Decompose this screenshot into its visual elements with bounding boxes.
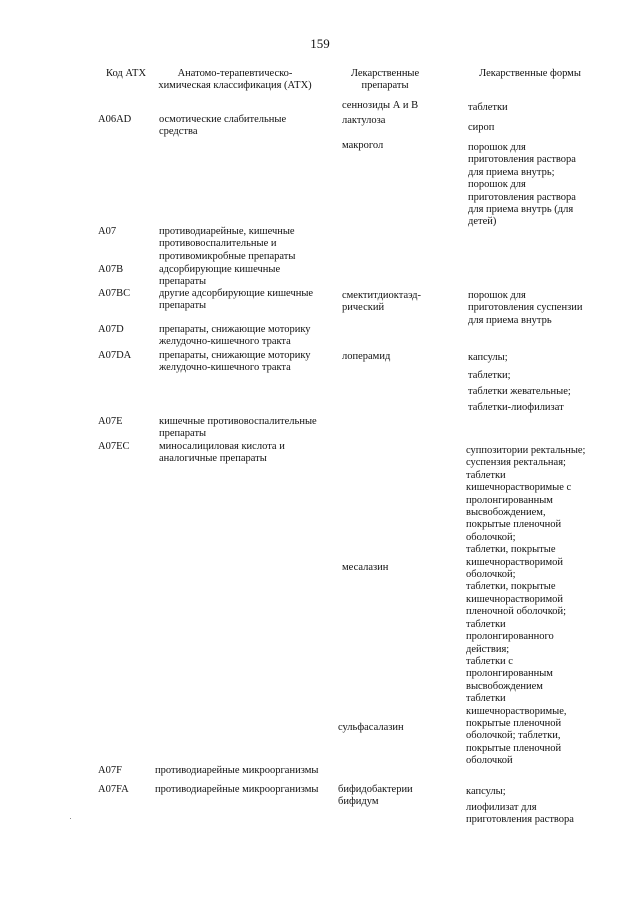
class-a07ec: миносалициловая кислота и аналогичные препараты bbox=[159, 441, 285, 465]
drug-macrogol: макрогол bbox=[342, 140, 384, 151]
code-a07d: A07D bbox=[98, 324, 124, 335]
form-smectite-powder: порошок для приготовления суспензии для приема внутрь bbox=[468, 290, 583, 326]
form-lop-tablets: таблетки; bbox=[468, 370, 511, 381]
class-a07: противодиарейные, кишечные противовоспалительные и противомикробные препараты bbox=[159, 226, 296, 262]
class-a07b: адсорбирующие кишечные препараты bbox=[159, 264, 281, 288]
code-a06ad: A06AD bbox=[98, 114, 132, 125]
class-a07da: препараты, снижающие моторику желудочно-кишечного тракта bbox=[159, 350, 311, 374]
class-a07d: препараты, снижающие моторику желудочно-кишечного тракта bbox=[159, 324, 311, 348]
form-lop-chewable: таблетки жевательные; bbox=[468, 386, 571, 397]
form-bif-capsules: капсулы; bbox=[466, 786, 506, 797]
class-a07e: кишечные противовоспалительные препараты bbox=[159, 416, 317, 440]
code-a07f: A07F bbox=[98, 765, 122, 776]
drug-sulfasalazine: сульфасалазин bbox=[338, 722, 404, 733]
form-macrogol-powder: порошок для приготовления раствора для приема внутрь; порошок для приготовления раствора для приема внутрь (для детей) bbox=[468, 142, 576, 228]
header-code: Код АТХ bbox=[105, 68, 147, 79]
header-forms: Лекарственные формы bbox=[479, 68, 581, 79]
code-a07ec: A07EC bbox=[98, 441, 130, 452]
scan-speck bbox=[70, 818, 71, 819]
page-number: 159 bbox=[310, 36, 330, 51]
drug-sennosides: сеннозиды А и В bbox=[342, 100, 419, 111]
class-a06ad: осмотические слабительные средства bbox=[159, 114, 287, 138]
drug-mesalazine: месалазин bbox=[342, 562, 389, 573]
drug-loperamide: лоперамид bbox=[342, 351, 391, 362]
class-a07f: противодиарейные микроорганизмы bbox=[155, 765, 319, 776]
drug-smectite: смектитдиоктаэд- рический bbox=[342, 290, 421, 314]
form-mesalazine: суппозитории ректальные; суспензия ректальная; таблетки кишечнорастворимые с пролонгированным высвобождением, покрытые пленочной оболочкой; таблетки, покрытые кишечнорастворимой оболочкой; таблетки, покрытые кишечнорастворимой пленочной оболочкой; таблетки пролонгированного действия; таблетки с пролонгированным высвобождением таблетки кишечнорастворимые, покрытые пленочной оболочкой; таблетки, покрытые пленочной оболочкой bbox=[466, 445, 586, 767]
header-drugs: Лекарственные препараты bbox=[350, 68, 420, 92]
form-lactulose-syrup: сироп bbox=[468, 122, 495, 133]
form-sennosides-tablets: таблетки bbox=[468, 102, 508, 113]
code-a07: A07 bbox=[98, 226, 117, 237]
form-bif-lyophilizate: лиофилизат для приготовления раствора bbox=[466, 802, 574, 826]
class-a07bc: другие адсорбирующие кишечные препараты bbox=[159, 288, 314, 312]
form-lop-capsules: капсулы; bbox=[468, 352, 508, 363]
drug-lactulose: лактулоза bbox=[342, 115, 386, 126]
code-a07bc: A07BC bbox=[98, 288, 131, 299]
header-classification: Анатомо-терапевтическо- химическая классификация (АТХ) bbox=[158, 68, 312, 92]
code-a07da: A07DA bbox=[98, 350, 132, 361]
code-a07e: A07E bbox=[98, 416, 123, 427]
code-a07fa: A07FA bbox=[98, 784, 129, 795]
form-lop-lyophilizate: таблетки-лиофилизат bbox=[468, 402, 564, 413]
drug-bifidobacteria: бифидобактерии бифидум bbox=[338, 784, 413, 808]
code-a07b: A07B bbox=[98, 264, 124, 275]
class-a07fa: противодиарейные микроорганизмы bbox=[155, 784, 319, 795]
